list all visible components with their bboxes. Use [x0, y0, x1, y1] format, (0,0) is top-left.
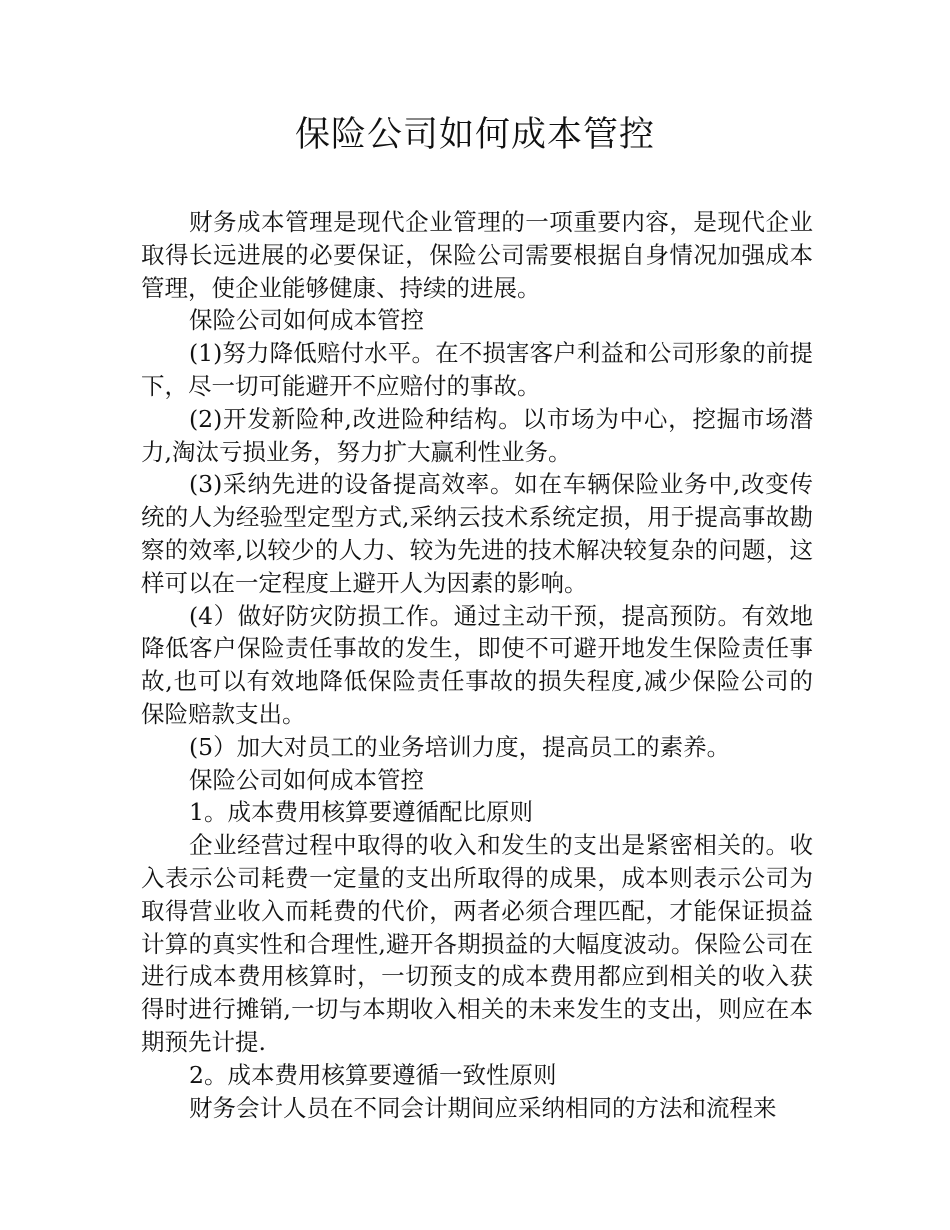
- paragraph-item-3: (3)采纳先进的设备提高效率。如在车辆保险业务中,改变传统的人为经验型定型方式,采纳云技术系统定损，用于提高事故勘察的效率,以较少的人力、较为先进的技术解决较复杂的问题，这样可以在一定程度上避开人为因素的影响。: [141, 470, 813, 597]
- paragraph-item-2: (2)开发新险种,改进险种结构。以市场为中心，挖掘市场潜力,淘汰亏损业务，努力扩大赢利性业务。: [141, 404, 813, 466]
- paragraph-heading: 保险公司如何成本管控: [189, 765, 424, 794]
- paragraph-principle-2-body: 财务会计人员在不同会计期间应采纳相同的方法和流程来: [189, 1093, 777, 1122]
- paragraph-intro: 财务成本管理是现代企业管理的一项重要内容，是现代企业取得长远进展的必要保证，保险公司需要根据自身情况加强成本管理，使企业能够健康、持续的进展。: [141, 208, 813, 302]
- page-title: 保险公司如何成本管控: [294, 115, 655, 155]
- paragraph-principle-1-body: 企业经营过程中取得的收入和发生的支出是紧密相关的。收入表示公司耗费一定量的支出所取得的成果，成本则表示公司为取得营业收入而耗费的代价，两者必须合理匹配，才能保证损益计算的真实性和合理性,避开各期损益的大幅度波动。保险公司在进行成本费用核算时，一切预支的成本费用都应到相关的收入获得时进行摊销,一切与本期收入相关的未来发生的支出，则应在本期预先计提.: [141, 831, 813, 1056]
- paragraph-principle-1-heading: 1。成本费用核算要遵循配比原则: [189, 798, 533, 827]
- paragraph-item-1: (1)努力降低赔付水平。在不损害客户利益和公司形象的前提下，尽一切可能避开不应赔付的事故。: [141, 339, 813, 400]
- paragraph-principle-2-heading: 2。成本费用核算要遵循一致性原则: [189, 1060, 557, 1089]
- paragraph-heading: 保险公司如何成本管控: [189, 306, 424, 335]
- paragraph-item-5: (5）加大对员工的业务培训力度，提高员工的素养。: [189, 732, 731, 761]
- document-body: [141, 206, 813, 1124]
- paragraph-item-4: (4）做好防灾防损工作。通过主动干预，提高预防。有效地降低客户保险责任事故的发生，即使不可避开地发生保险责任事故,也可以有效地降低保险责任事故的损失程度,减少保险公司的保险赔款支出。: [141, 601, 813, 728]
